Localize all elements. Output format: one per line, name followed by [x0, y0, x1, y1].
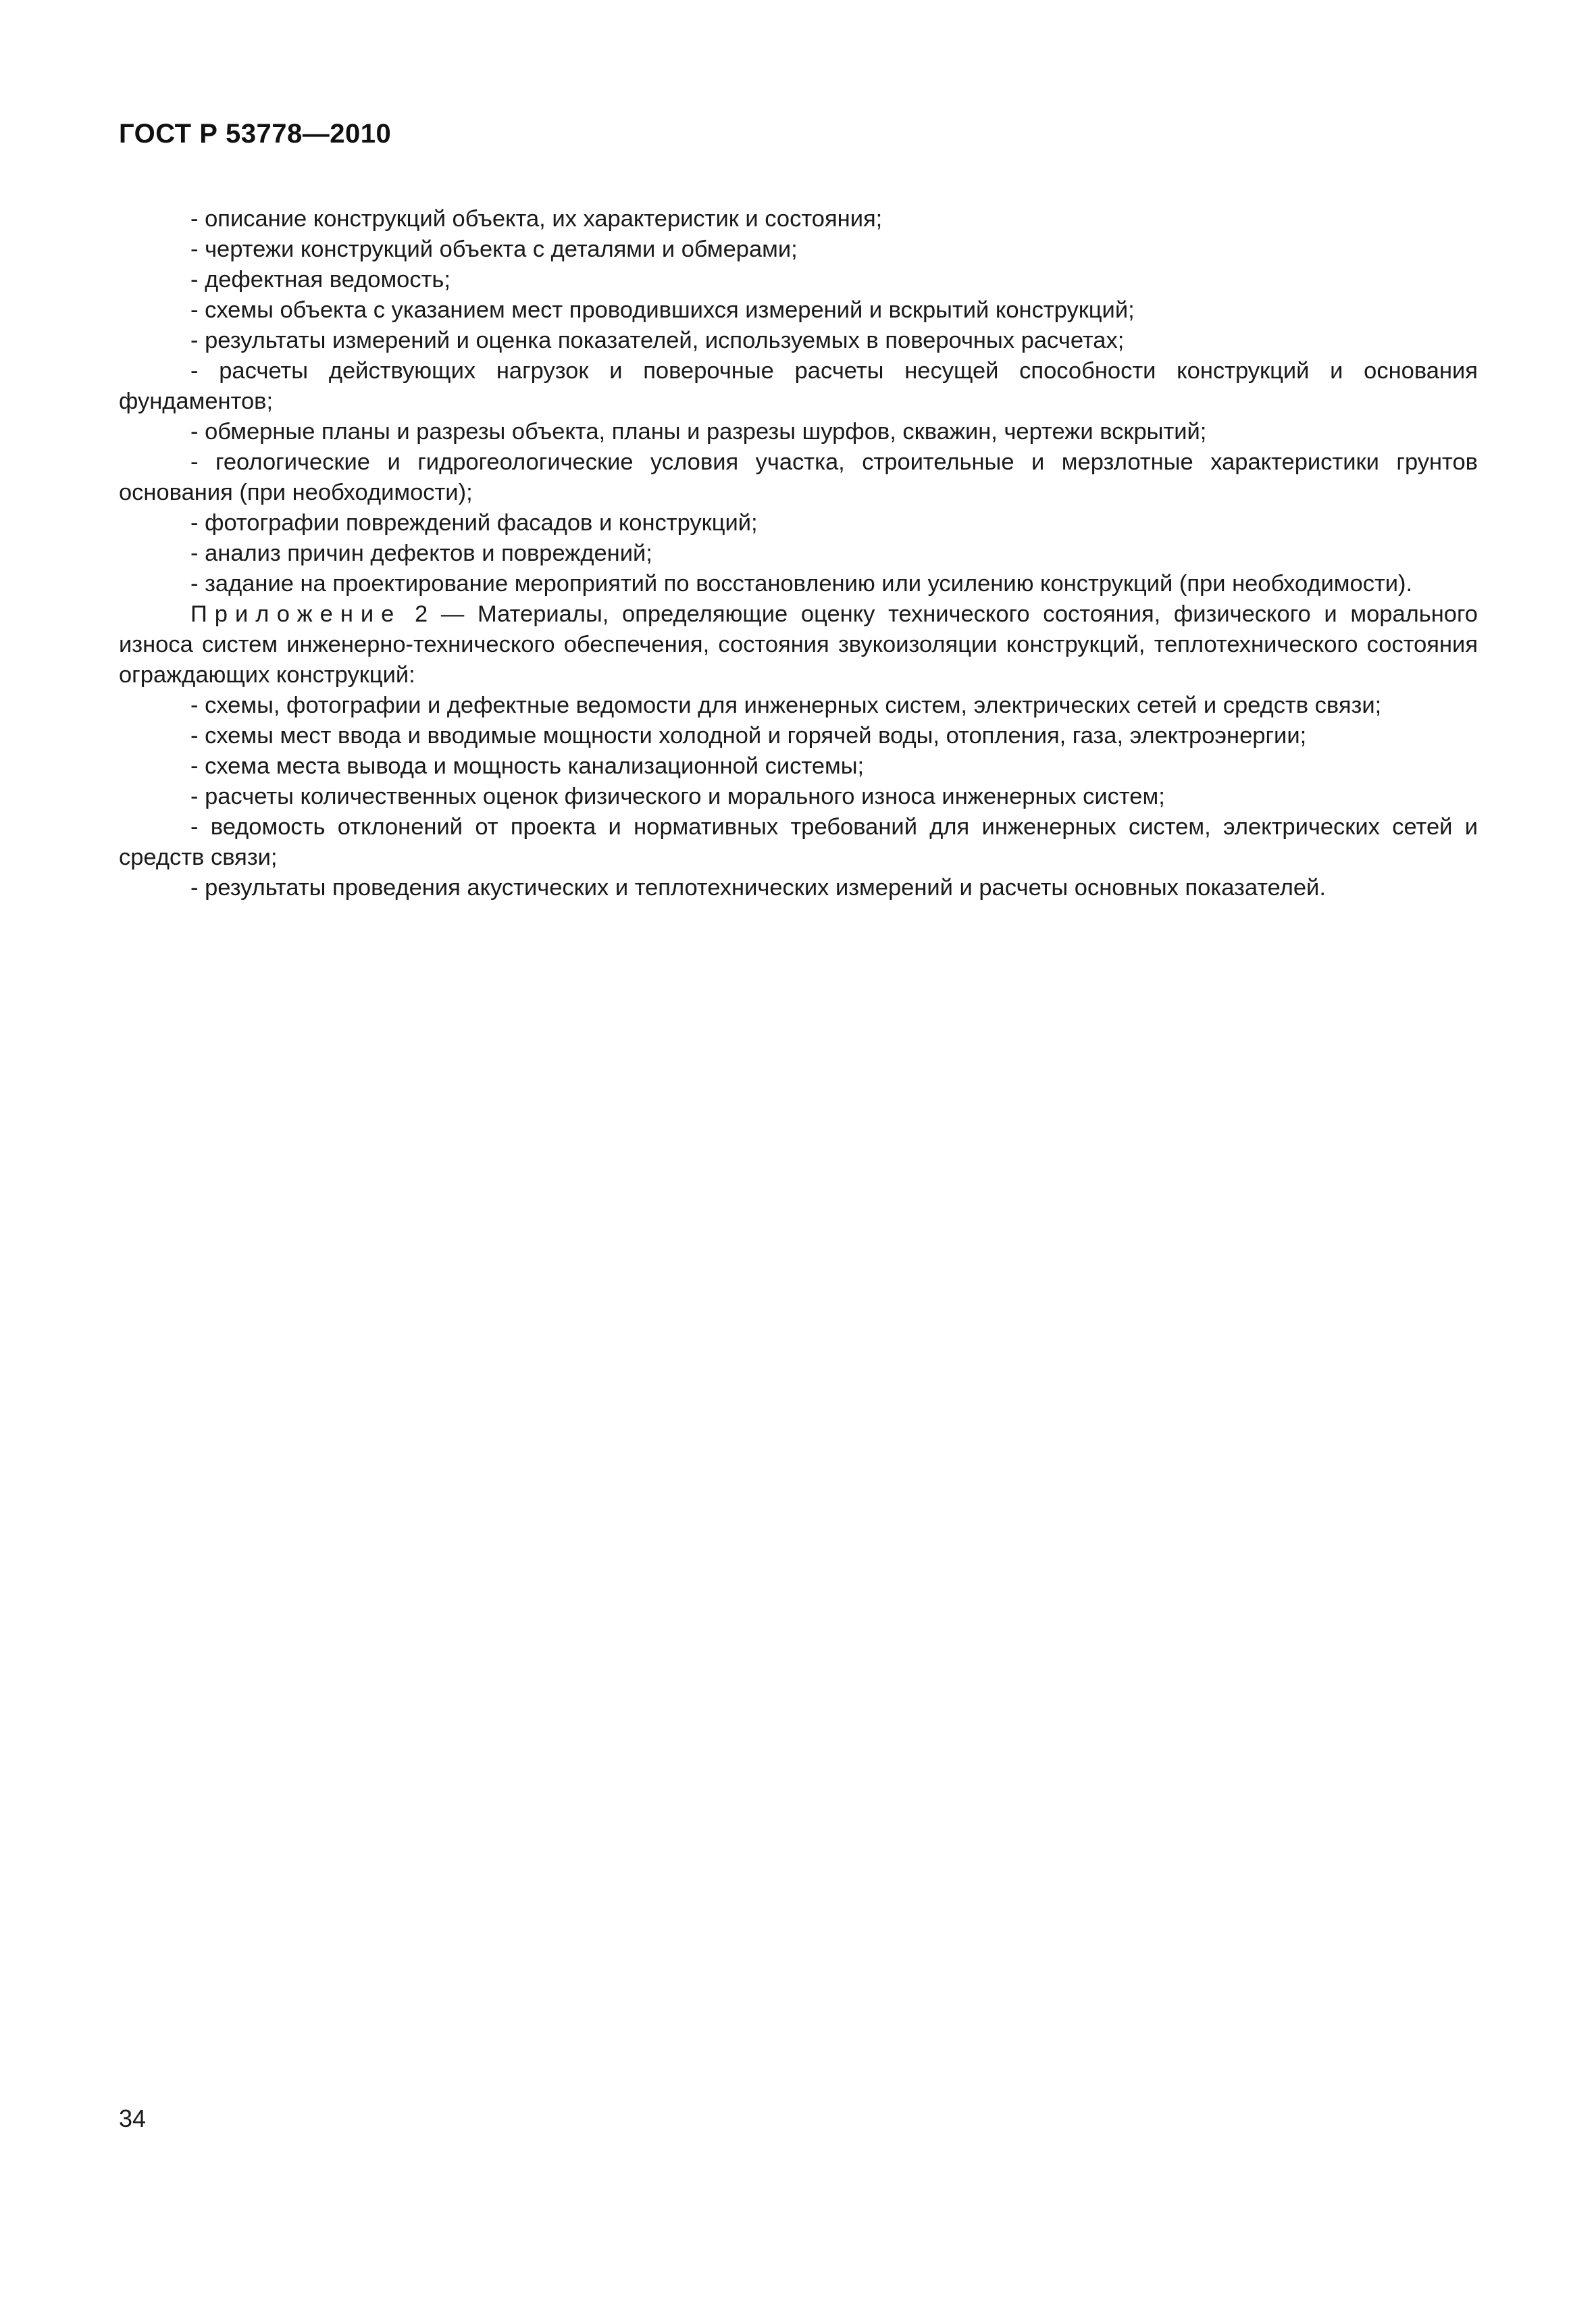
list-item: - расчеты действующих нагрузок и поверочные расчеты несущей способности конструкций и основания фундаментов;	[119, 358, 1478, 414]
page-number: 34	[119, 2105, 147, 2132]
list-item: - результаты измерений и оценка показателей, используемых в поверочных расчетах;	[190, 328, 1125, 353]
list-item: - расчеты количественных оценок физического и морального износа инженерных систем;	[190, 784, 1165, 809]
appendix-paragraph	[119, 599, 1478, 690]
list-item: - геологические и гидрогеологические условия участка, строительные и мерзлотные характеристики грунтов основания (при необходимости);	[119, 449, 1478, 505]
list-item: - схемы, фотографии и дефектные ведомости для инженерных систем, электрических сетей и средств связи;	[190, 693, 1382, 718]
list-item: - анализ причин дефектов и повреждений;	[190, 540, 652, 566]
list-item: - обмерные планы и разрезы объекта, планы и разрезы шурфов, скважин, чертежи вскрытий;	[190, 419, 1207, 445]
list-item: - описание конструкций объекта, их характеристик и состояния;	[190, 206, 883, 232]
list-item: - результаты проведения акустических и теплотехнических измерений и расчеты основных показателей.	[190, 875, 1326, 901]
list-item: - схемы мест ввода и вводимые мощности холодной и горячей воды, отопления, газа, электроэнергии;	[190, 723, 1307, 749]
appendix-text: 2 — Материалы, определяющие оценку технического состояния, физического и морального износа систем инженерно-технического обеспечения, состояния звукоизоляции конструкций, теплотехнического состояния ограждающих конструкций:	[119, 601, 1478, 688]
document-body	[119, 204, 1478, 903]
list-item: - схема места вывода и мощность канализационной системы;	[190, 753, 865, 779]
list-item: - чертежи конструкций объекта с деталями и обмерами;	[190, 236, 798, 262]
list-item: - схемы объекта с указанием мест проводившихся измерений и вскрытий конструкций;	[190, 297, 1135, 323]
list-item: - фотографии повреждений фасадов и конструкций;	[190, 510, 758, 536]
appendix-label: Приложение	[190, 601, 402, 627]
list-item: - дефектная ведомость;	[190, 267, 451, 293]
standard-designation: ГОСТ Р 53778—2010	[119, 119, 392, 149]
list-item: - задание на проектирование мероприятий по восстановлению или усилению конструкций (при необходимости).	[190, 571, 1413, 597]
list-item: - ведомость отклонений от проекта и нормативных требований для инженерных систем, электрических сетей и средств связи;	[119, 814, 1478, 870]
